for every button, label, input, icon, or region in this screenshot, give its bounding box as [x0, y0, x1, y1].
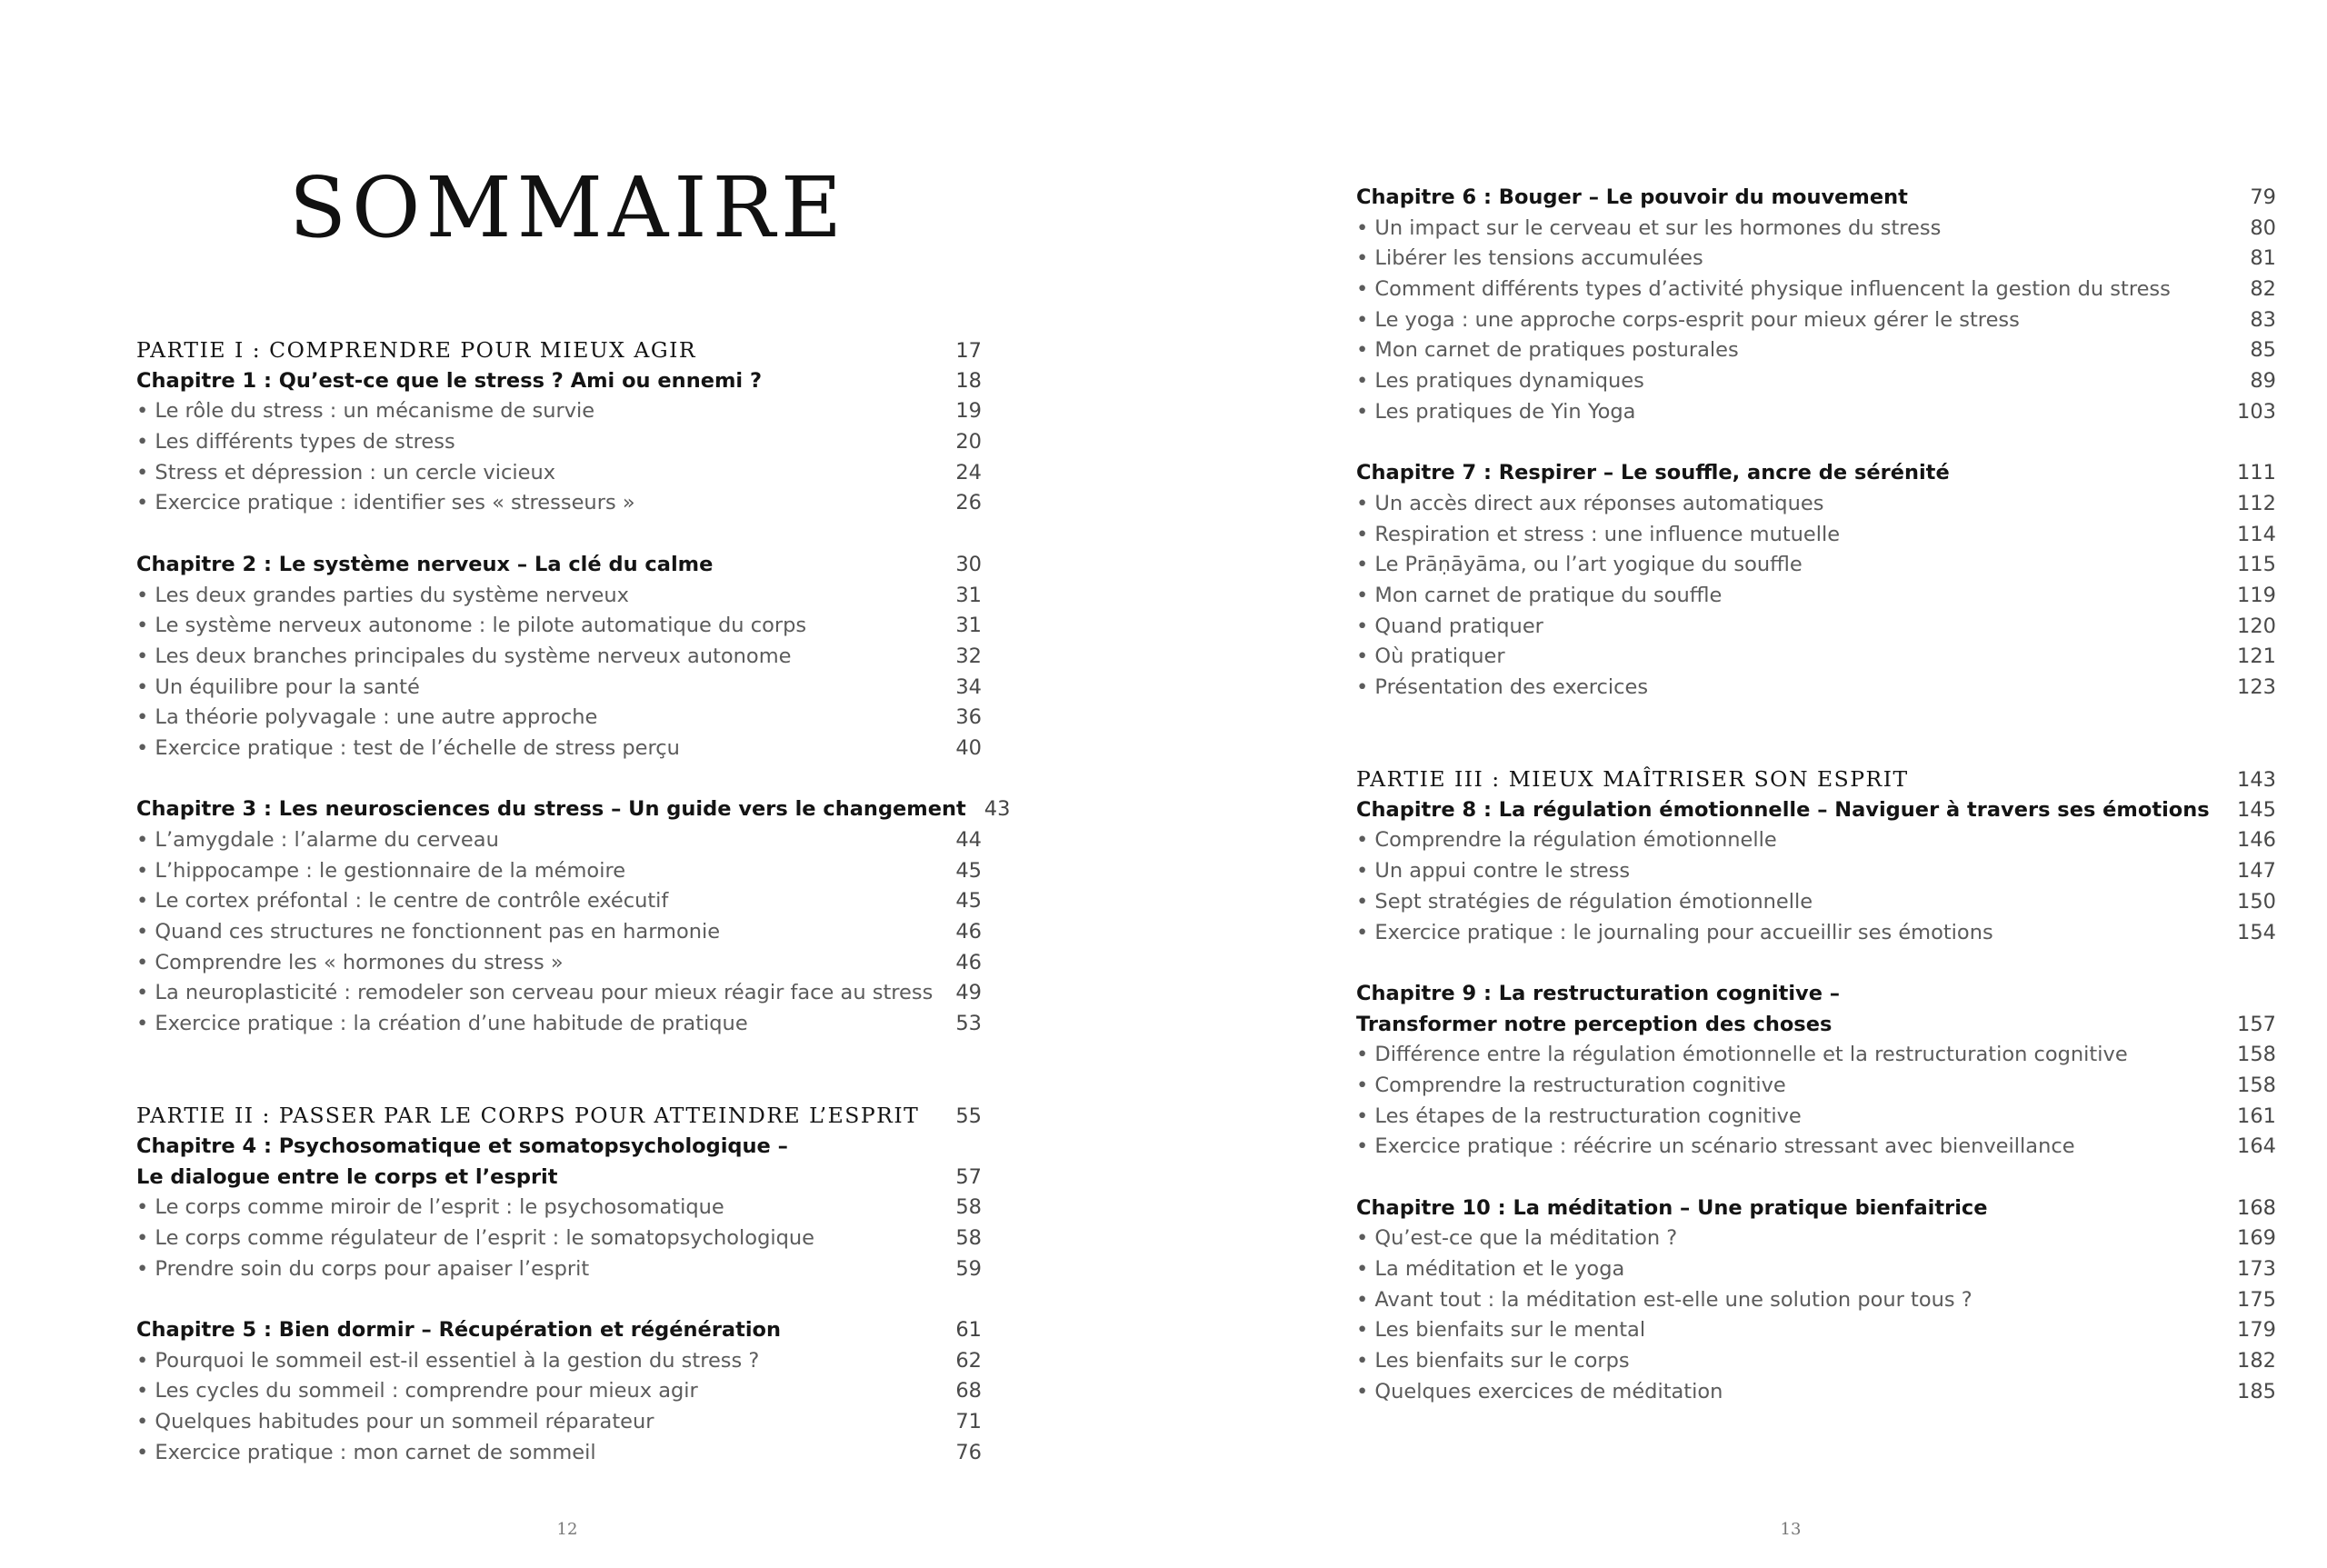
toc-entry-page: 150: [2237, 889, 2276, 914]
toc-entry-page: 68: [955, 1379, 982, 1403]
toc-chapter-heading: [1356, 1010, 2276, 1041]
toc-entry-label: • Le rôle du stress : un mécanisme de survie: [136, 399, 595, 424]
toc-entry: [1356, 642, 2276, 673]
toc-spacer: [1356, 1163, 2276, 1193]
toc-entry: [136, 1009, 982, 1040]
toc-entry-page: 40: [955, 735, 982, 760]
toc-spacer: [1356, 948, 2276, 979]
toc-spacer: [136, 1284, 982, 1315]
toc-chapter-heading: [1356, 458, 2276, 489]
toc-chapter-heading: [136, 1132, 982, 1163]
toc-entry-page: 62: [955, 1348, 982, 1373]
toc-entry-label: • Exercice pratique : mon carnet de sommeil: [136, 1440, 596, 1464]
toc-entry-page: 114: [2237, 522, 2276, 546]
toc-entry-page: 145: [2237, 797, 2276, 822]
toc-entry: [1356, 581, 2276, 612]
toc-entry-page: 83: [2250, 307, 2276, 332]
toc-entry-page: 79: [2250, 185, 2276, 209]
toc-entry: [136, 703, 982, 734]
toc-entry-label: • Le corps comme miroir de l’esprit : le psychosomatique: [136, 1195, 724, 1220]
toc-entry-page: 43: [984, 797, 1011, 822]
toc-entry-page: 157: [2237, 1012, 2276, 1036]
toc-chapter-heading: [136, 794, 1011, 825]
toc-entry: [1356, 673, 2276, 704]
toc-entry-page: 115: [2237, 553, 2276, 577]
toc-entry-label: • Exercice pratique : la création d’une habitude de pratique: [136, 1012, 748, 1036]
toc-entry: [1356, 366, 2276, 397]
toc-entry-page: 32: [955, 644, 982, 668]
toc-chapter-heading: [136, 366, 982, 397]
toc-entry: [136, 948, 982, 979]
toc-entry-page: 179: [2237, 1318, 2276, 1343]
toc-spacer: [1356, 704, 2276, 764]
toc-entry-label: • Exercice pratique : test de l’échelle de stress perçu: [136, 735, 680, 760]
toc-entry-label: • Mon carnet de pratique du souffle: [1356, 583, 1723, 607]
toc-entry: [1356, 887, 2276, 918]
toc-entry-label: • L’hippocampe : le gestionnaire de la mémoire: [136, 858, 626, 883]
toc-entry: [1356, 275, 2276, 305]
toc-entry-page: 147: [2237, 859, 2276, 884]
toc-entry-label: • La méditation et le yoga: [1356, 1257, 1625, 1282]
toc-entry-page: 24: [955, 460, 982, 484]
toc-entry-label: • Comment différents types d’activité physique influencent la gestion du stress: [1356, 277, 2171, 302]
toc-entry-label: • Quelques exercices de méditation: [1356, 1379, 1723, 1403]
toc-entry-label: PARTIE III : MIEUX MAÎTRISER SON ESPRIT: [1356, 766, 1909, 793]
toc-entry: [1356, 550, 2276, 581]
toc-chapter-heading: [136, 1163, 982, 1193]
toc-entry-label: • Où pratiquer: [1356, 644, 1505, 669]
right-page: [1164, 0, 2327, 1568]
toc-entry: [1356, 1040, 2276, 1071]
toc-entry: [136, 734, 982, 764]
toc-entry-page: 58: [955, 1195, 982, 1220]
toc-entry: [1356, 1132, 2276, 1163]
toc-entry: [1356, 1285, 2276, 1316]
toc-entry: [136, 1346, 982, 1377]
toc-entry: [1356, 918, 2276, 949]
toc-entry-label: • Mon carnet de pratiques posturales: [1356, 338, 1739, 363]
toc-entry-page: 80: [2250, 215, 2276, 240]
toc-spacer: [136, 519, 982, 550]
toc-entry-page: 164: [2237, 1134, 2276, 1159]
toc-entry: [1356, 1254, 2276, 1285]
toc-entry-page: 81: [2250, 246, 2276, 271]
toc-entry-label: • Libérer les tensions accumulées: [1356, 246, 1703, 271]
toc-entry-page: 76: [955, 1440, 982, 1464]
toc-entry-label: • Sept stratégies de régulation émotionnelle: [1356, 889, 1813, 914]
toc-entry-page: 185: [2237, 1379, 2276, 1403]
toc-entry-label: • Un accès direct aux réponses automatiques: [1356, 491, 1824, 515]
toc-entry: [1356, 1223, 2276, 1254]
toc-entry-label: • Comprendre la restructuration cognitive: [1356, 1073, 1786, 1097]
toc-entry-label: • Les différents types de stress: [136, 430, 455, 454]
toc-chapter-heading: [136, 1315, 982, 1346]
toc-entry: [136, 1438, 982, 1469]
toc-entry-label: PARTIE II : PASSER PAR LE CORPS POUR ATTEINDRE L’ESPRIT: [136, 1103, 920, 1129]
toc-entry-page: 143: [2237, 768, 2276, 793]
page-number-right: 13: [1780, 1520, 1802, 1539]
toc-entry-label: • Le cortex préfontal : le centre de contrôle exécutif: [136, 889, 669, 914]
toc-entry-label: • Le corps comme régulateur de l’esprit : le somatopsychologique: [136, 1225, 814, 1250]
toc-entry: [1356, 1377, 2276, 1408]
toc-chapter-heading: [1356, 979, 2276, 1010]
toc-entry: [136, 427, 982, 458]
toc-entry: [136, 1193, 982, 1223]
toc-entry-page: 120: [2237, 614, 2276, 638]
toc-entry: [136, 458, 982, 489]
toc-entry-page: 158: [2237, 1043, 2276, 1067]
toc-entry: [1356, 520, 2276, 551]
toc-entry-page: 85: [2250, 338, 2276, 363]
toc-entry-page: 112: [2237, 491, 2276, 515]
toc-entry-page: 53: [955, 1012, 982, 1036]
toc-entry: [1356, 856, 2276, 887]
toc-entry-page: 36: [955, 705, 982, 730]
toc-entry: [136, 396, 982, 427]
toc-entry-label: • Le yoga : une approche corps-esprit pour mieux gérer le stress: [1356, 307, 2020, 332]
toc-entry-page: 121: [2237, 644, 2276, 669]
toc-entry: [1356, 1102, 2276, 1133]
toc-entry-page: 146: [2237, 828, 2276, 853]
toc-entry-label: • Les cycles du sommeil : comprendre pour mieux agir: [136, 1379, 698, 1403]
toc-part-heading: [1356, 764, 2276, 795]
toc-entry: [136, 917, 982, 948]
toc-entry-page: 168: [2237, 1195, 2276, 1220]
toc-entry-page: 17: [955, 339, 982, 363]
toc-entry-label: • Les bienfaits sur le mental: [1356, 1318, 1646, 1343]
toc-entry-label: • Présentation des exercices: [1356, 675, 1649, 699]
toc-entry-page: 182: [2237, 1349, 2276, 1373]
toc-entry: [1356, 244, 2276, 275]
toc-entry: [136, 673, 982, 704]
toc-entry-label: • Le système nerveux autonome : le pilote automatique du corps: [136, 614, 807, 638]
toc-entry: [136, 611, 982, 642]
toc-entry-page: 46: [955, 920, 982, 944]
toc-entry-page: 30: [955, 552, 982, 576]
toc-entry-label: • Comprendre les « hormones du stress »: [136, 950, 564, 974]
toc-entry-label: Chapitre 9 : La restructuration cognitive –: [1356, 981, 1841, 1005]
toc-entry: [136, 642, 982, 673]
toc-entry-label: • Différence entre la régulation émotionnelle et la restructuration cognitive: [1356, 1043, 2128, 1067]
toc-entry-label: Chapitre 5 : Bien dormir – Récupération et régénération: [136, 1318, 782, 1343]
toc-entry-page: 44: [955, 828, 982, 852]
toc-entry-label: • Un appui contre le stress: [1356, 859, 1631, 884]
toc-entry-label: • Les deux grandes parties du système nerveux: [136, 583, 629, 607]
toc-entry-label: Chapitre 1 : Qu’est-ce que le stress ? Ami ou ennemi ?: [136, 368, 763, 393]
toc-entry: [136, 978, 982, 1009]
toc-entry-page: 71: [955, 1410, 982, 1434]
toc-entry-label: • Les pratiques de Yin Yoga: [1356, 399, 1636, 424]
toc-entry-page: 154: [2237, 920, 2276, 944]
toc-entry: [136, 886, 982, 917]
toc-entry-page: 26: [955, 491, 982, 515]
toc-entry-label: • Quelques habitudes pour un sommeil réparateur: [136, 1410, 654, 1434]
toc-part-heading: [136, 335, 982, 366]
toc-entry: [136, 1254, 982, 1285]
toc-entry: [1356, 489, 2276, 520]
toc-entry-label: • Les étapes de la restructuration cognitive: [1356, 1104, 1802, 1128]
toc-entry-label: • Exercice pratique : identifier ses « stresseurs »: [136, 491, 635, 515]
toc-entry-page: 61: [955, 1318, 982, 1343]
toc-entry-page: 158: [2237, 1073, 2276, 1097]
toc-entry-label: • Pourquoi le sommeil est-il essentiel à la gestion du stress ?: [136, 1348, 760, 1373]
toc-entry-page: 82: [2250, 277, 2276, 302]
toc-entry-label: • L’amygdale : l’alarme du cerveau: [136, 828, 499, 852]
toc-entry-page: 111: [2237, 461, 2276, 485]
toc-entry-page: 103: [2237, 399, 2276, 424]
toc-entry-page: 46: [955, 950, 982, 974]
toc-entry-label: • Stress et dépression : un cercle vicieux: [136, 460, 556, 484]
toc-entry-page: 49: [955, 981, 982, 1005]
toc-entry-page: 89: [2250, 369, 2276, 394]
toc-entry-label: • Un impact sur le cerveau et sur les hormones du stress: [1356, 215, 1942, 240]
toc-chapter-heading: [1356, 795, 2276, 826]
toc-entry-label: • Prendre soin du corps pour apaiser l’esprit: [136, 1256, 590, 1281]
toc-entry-label: Chapitre 3 : Les neurosciences du stress – Un guide vers le changement: [136, 797, 966, 822]
toc-entry-page: 59: [955, 1256, 982, 1281]
toc-entry-page: 34: [955, 674, 982, 699]
toc-entry-label: • La théorie polyvagale : une autre approche: [136, 705, 598, 730]
toc-entry-label: • Respiration et stress : une influence mutuelle: [1356, 522, 1841, 546]
toc-chapter-heading: [1356, 183, 2276, 214]
toc-entry-page: 169: [2237, 1226, 2276, 1251]
page-number-left: 12: [556, 1520, 578, 1539]
toc-entry-label: • Les bienfaits sur le corps: [1356, 1349, 1630, 1373]
toc-entry-page: 19: [955, 399, 982, 424]
toc-entry: [1356, 612, 2276, 643]
toc-entry-page: 57: [955, 1164, 982, 1189]
toc-entry: [1356, 1346, 2276, 1377]
toc-entry: [136, 1223, 982, 1254]
toc-entry-label: • Quand ces structures ne fonctionnent pas en harmonie: [136, 920, 721, 944]
toc-entry: [1356, 1071, 2276, 1102]
toc-entry-label: • La neuroplasticité : remodeler son cerveau pour mieux réagir face au stress: [136, 981, 934, 1005]
toc-entry-page: 18: [955, 368, 982, 393]
toc-entry-label: • Les deux branches principales du système nerveux autonome: [136, 644, 792, 668]
toc-entry: [136, 581, 982, 612]
toc-entry-label: • Un équilibre pour la santé: [136, 674, 420, 699]
toc-spacer: [1356, 428, 2276, 459]
toc-entry-label: • Comprendre la régulation émotionnelle: [1356, 828, 1777, 853]
toc-entry-label: Transformer notre perception des choses: [1356, 1012, 1833, 1036]
toc-entry-label: PARTIE I : COMPRENDRE POUR MIEUX AGIR: [136, 337, 697, 363]
toc-entry-page: 31: [955, 614, 982, 638]
toc-entry: [136, 825, 982, 856]
toc-entry-label: • Exercice pratique : réécrire un scénario stressant avec bienveillance: [1356, 1134, 2075, 1159]
toc-entry-page: 31: [955, 583, 982, 607]
toc-entry-page: 20: [955, 430, 982, 454]
toc-left: [136, 335, 1011, 1468]
toc-entry-page: 45: [955, 889, 982, 914]
toc-entry-page: 55: [955, 1104, 982, 1129]
toc-spacer: [136, 764, 982, 795]
toc-chapter-heading: [1356, 1193, 2276, 1224]
toc-entry-page: 119: [2237, 583, 2276, 607]
toc-entry-page: 173: [2237, 1257, 2276, 1282]
toc-spacer: [136, 1040, 982, 1101]
toc-entry-label: Le dialogue entre le corps et l’esprit: [136, 1164, 558, 1189]
toc-entry-page: 161: [2237, 1104, 2276, 1128]
toc-entry-label: Chapitre 7 : Respirer – Le souffle, ancre de sérénité: [1356, 461, 1950, 485]
toc-entry-label: • Exercice pratique : le journaling pour accueillir ses émotions: [1356, 920, 1993, 944]
toc-entry-label: • Qu’est-ce que la méditation ?: [1356, 1226, 1678, 1251]
toc-entry: [136, 1376, 982, 1407]
toc-entry-label: • Les pratiques dynamiques: [1356, 369, 1644, 394]
toc-entry-label: • Quand pratiquer: [1356, 614, 1543, 638]
toc-entry-label: Chapitre 10 : La méditation – Une pratique bienfaitrice: [1356, 1195, 1988, 1220]
toc-entry-label: Chapitre 4 : Psychosomatique et somatopsychologique –: [136, 1134, 788, 1158]
toc-entry: [1356, 825, 2276, 856]
toc-entry-label: • Le Prāṇāyāma, ou l’art yogique du souffle: [1356, 553, 1803, 577]
toc-entry-page: 58: [955, 1225, 982, 1250]
toc-right: [1356, 183, 2276, 1408]
toc-entry: [136, 856, 982, 887]
page-title: SOMMAIRE: [288, 159, 848, 256]
toc-entry: [136, 488, 982, 519]
toc-chapter-heading: [136, 550, 982, 581]
toc-entry-label: Chapitre 2 : Le système nerveux – La clé du calme: [136, 552, 714, 576]
toc-entry: [1356, 305, 2276, 336]
toc-entry-page: 123: [2237, 675, 2276, 699]
toc-entry-label: • Avant tout : la méditation est-elle une solution pour tous ?: [1356, 1287, 1972, 1312]
toc-entry-page: 45: [955, 858, 982, 883]
toc-entry-page: 175: [2237, 1287, 2276, 1312]
toc-entry: [1356, 335, 2276, 366]
toc-part-heading: [136, 1101, 982, 1132]
toc-entry: [1356, 1315, 2276, 1346]
toc-entry: [1356, 397, 2276, 428]
toc-entry-label: Chapitre 8 : La régulation émotionnelle – Naviguer à travers ses émotions: [1356, 797, 2210, 822]
toc-entry: [136, 1407, 982, 1438]
toc-entry: [1356, 214, 2276, 245]
toc-entry-label: Chapitre 6 : Bouger – Le pouvoir du mouvement: [1356, 185, 1908, 209]
